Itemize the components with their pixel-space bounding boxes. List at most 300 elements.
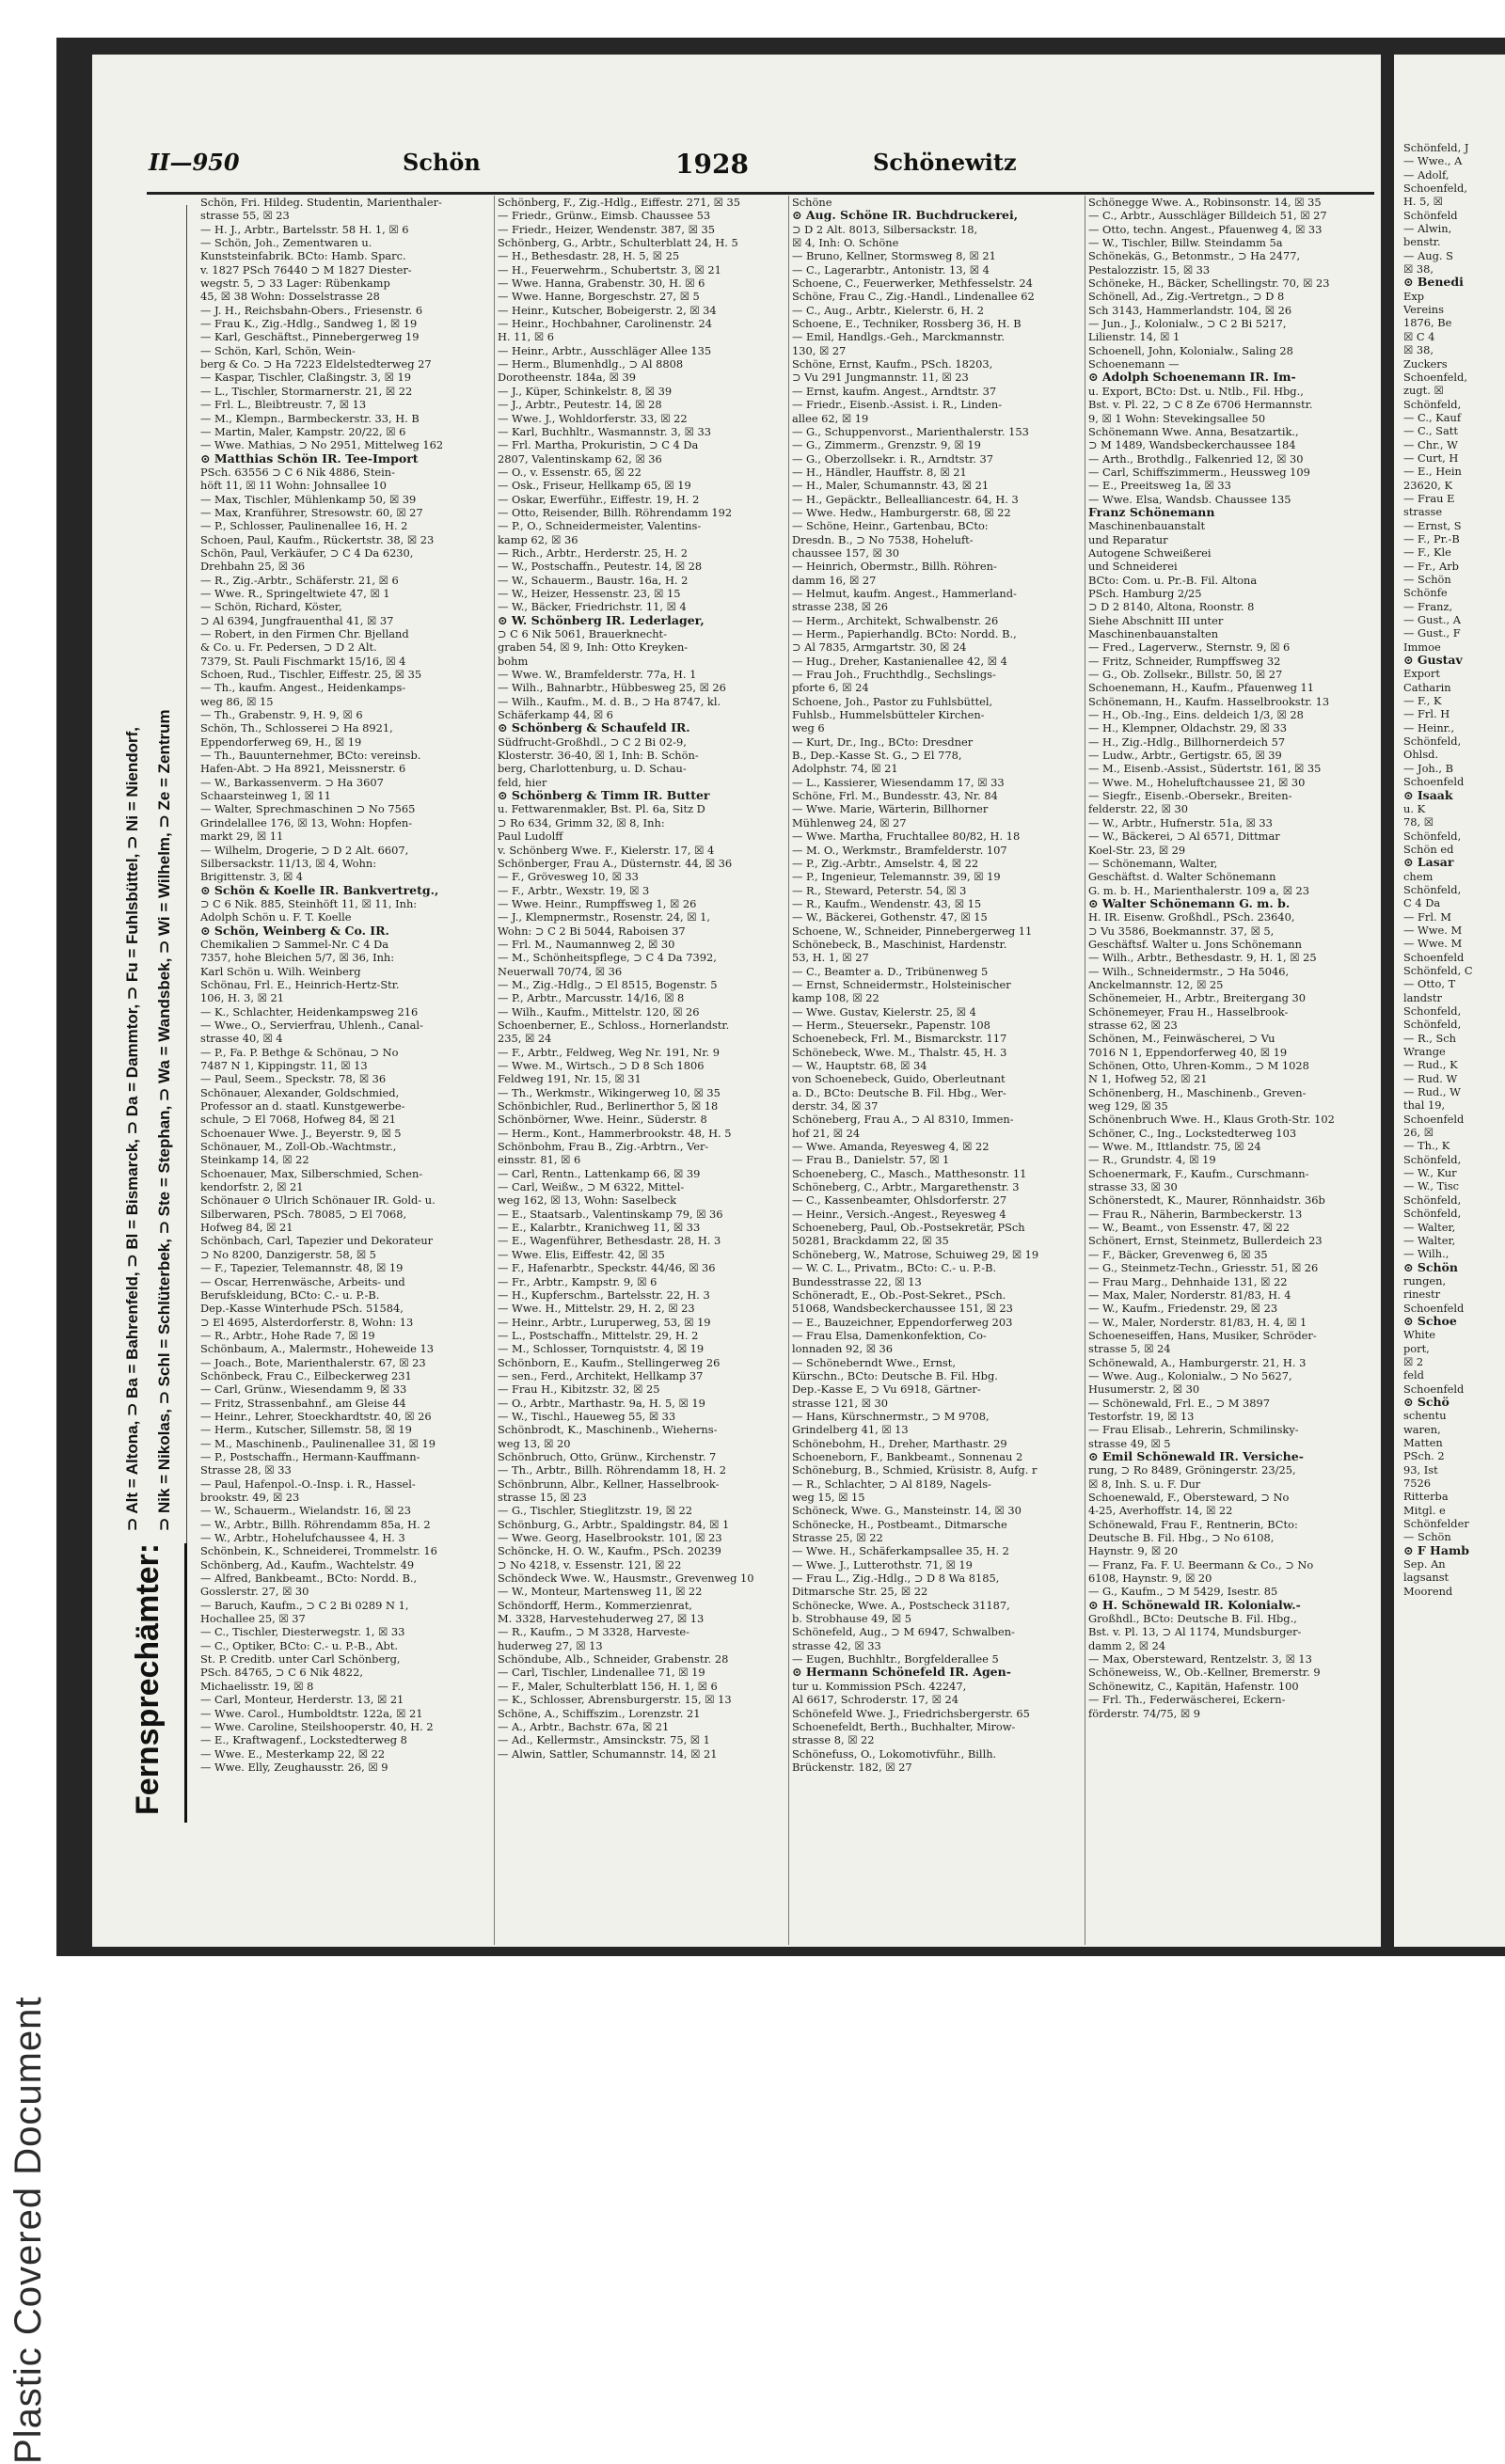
directory-entry-line: — C., Lagerarbtr., Antonistr. 13, ☒ 4 — [792, 262, 990, 276]
directory-entry-line: Schönberger, Frau A., Düsternstr. 44, ☒ 36 — [498, 856, 733, 870]
facing-page-line: — W., Tisc — [1403, 1179, 1460, 1193]
facing-page-line: Ohlsd. — [1403, 748, 1439, 762]
directory-entry-line: u. Fettwarenmakler, Bst. Pl. 6a, Sitz D — [498, 802, 705, 816]
directory-entry-line: Schönbrodt, K., Maschinenb., Wieherns- — [498, 1423, 718, 1437]
directory-entry-line: Silberwaren, PSch. 78085, ⊃ El 7068, — [200, 1207, 407, 1221]
directory-entry-line: — Martin, Maler, Kampstr. 20/22, ☒ 6 — [200, 424, 406, 438]
directory-entry-line: Schoenauer, Max, Silberschmied, Schen- — [200, 1166, 423, 1180]
directory-entry-line: kamp 62, ☒ 36 — [498, 532, 578, 546]
directory-entry-line: — M., Eisenb.-Assist., Südertstr. 161, ☒ 35 — [1088, 762, 1322, 776]
directory-entry-line: — W., Bäcker, Friedrichstr. 11, ☒ 4 — [498, 600, 687, 614]
directory-entry-line: — Schöneberndt Wwe., Ernst, — [792, 1355, 956, 1369]
directory-entry-line: Schoenefeldt, Berth., Buchhalter, Mirow- — [792, 1719, 1016, 1733]
facing-page-line: Schönfeld — [1403, 208, 1458, 222]
directory-entry-line: Schönerstedt, K., Maurer, Rönnhaidstr. 36b — [1088, 1193, 1325, 1208]
directory-entry-line: — Wwe. Elly, Zeughausstr. 26, ☒ 9 — [200, 1760, 388, 1774]
facing-page-line: — Walter, — [1403, 1233, 1456, 1247]
directory-entry-line: und Reparatur — [1088, 532, 1168, 546]
directory-entry-line: Eppendorferweg 69, H., ☒ 19 — [200, 734, 362, 749]
directory-entry-line: — H., Bethesdastr. 28, H. 5, ☒ 25 — [498, 249, 680, 263]
directory-entry-line: — M., Schlosser, Tornquiststr. 4, ☒ 19 — [498, 1342, 705, 1356]
directory-entry-line: — Wwe. Carol., Humboldtstr. 122a, ☒ 21 — [200, 1706, 423, 1720]
directory-entry-line: Gosslerstr. 27, ☒ 30 — [200, 1585, 309, 1599]
directory-entry-line: — Kaspar, Tischler, Claßingstr. 3, ☒ 19 — [200, 371, 411, 385]
directory-page — [92, 55, 1381, 1947]
directory-entry-line: B., Dep.-Kasse St. G., ⊃ El 778, — [792, 749, 962, 763]
directory-entry-line: — Alfred, Bankbeamt., BCto: Nordd. B., — [200, 1572, 418, 1586]
facing-page-line: — W., Kur — [1403, 1166, 1457, 1180]
directory-entry-line: — Max, Tischler, Mühlenkamp 50, ☒ 39 — [200, 492, 417, 506]
directory-entry-line: — Frl. L., Bleibtreustr. 7, ☒ 13 — [200, 398, 367, 412]
directory-entry-line: Schönemann, H., Kaufm. Hasselbrookstr. 13 — [1088, 694, 1330, 708]
facing-page-line: Wrange — [1403, 1045, 1446, 1059]
directory-entry-line: ⊙ Schön, Weinberg & Co. IR. — [200, 924, 389, 938]
facing-page-line: Schoenfeld — [1403, 775, 1465, 789]
directory-entry-line: Schönekäs, G., Betonmstr., ⊃ Ha 2477, — [1088, 249, 1301, 263]
directory-entry-line: strasse 55, ☒ 23 — [200, 209, 290, 223]
directory-entry-line: — Fritz, Strassenbahnf., am Gleise 44 — [200, 1396, 406, 1410]
directory-entry-line: — Wwe. E., Mesterkamp 22, ☒ 22 — [200, 1746, 386, 1761]
directory-entry-line: — F., Maler, Schulterblatt 156, H. 1, ☒ 6 — [498, 1679, 718, 1693]
directory-entry-line: Schönbohm, Frau B., Zig.-Arbtrn., Ver- — [498, 1140, 709, 1154]
directory-entry-line: Strasse 25, ☒ 22 — [792, 1531, 883, 1545]
facing-page-line: Schonfeld, — [1403, 1004, 1462, 1018]
directory-entry-line: tur u. Kommission PSch. 42247, — [792, 1679, 967, 1693]
directory-entry-line: — Wilh., Arbtr., Bethesdastr. 9, H. 1, ☒ 25 — [1088, 951, 1317, 965]
directory-entry-line: ☒ 4, Inh: O. Schöne — [792, 236, 899, 250]
directory-entry-line: Schöneke, H., Bäcker, Schellingstr. 70, ☒ 23 — [1088, 276, 1330, 291]
directory-entry-line: — Siegfr., Eisenb.-Obersekr., Breiten- — [1088, 789, 1292, 803]
exchange-legend-text — [111, 205, 186, 1823]
directory-entry-line: Geschäftsf. Walter u. Jons Schönemann — [1088, 937, 1302, 951]
directory-entry-line: — Fritz, Schneider, Rumpffsweg 32 — [1088, 654, 1281, 668]
directory-entry-line: Autogene Schweißerei — [1088, 545, 1212, 560]
directory-entry-line: — P., Schlosser, Paulinenallee 16, H. 2 — [200, 519, 408, 533]
directory-entry-line: — Th., Werkmstr., Wikingerweg 10, ☒ 35 — [498, 1085, 721, 1099]
facing-page-line: ☒ 2 — [1403, 1354, 1424, 1368]
directory-entry-line: Schönell, Ad., Zig.-Vertretgn., ⊃ D 8 — [1088, 290, 1285, 304]
directory-entry-line: — Heinr., Hochbahner, Carolinenstr. 24 — [498, 317, 713, 331]
facing-page-line: chem — [1403, 869, 1434, 883]
directory-entry-line: 2807, Valentinskamp 62, ☒ 36 — [498, 451, 662, 466]
facing-page-line: — Joh., B — [1403, 761, 1454, 775]
directory-entry-line: G. m. b. H., Marienthalerstr. 109 a, ☒ 23 — [1088, 883, 1310, 897]
directory-entry-line: Schönbichler, Rud., Berlinerthor 5, ☒ 18 — [498, 1099, 719, 1114]
directory-entry-line: — Schön, Karl, Schön, Wein- — [200, 343, 356, 357]
directory-entry-line: — Kurt, Dr., Ing., BCto: Dresdner — [792, 734, 974, 749]
directory-entry-line: — C., Beamter a. D., Tribünenweg 5 — [792, 964, 989, 978]
directory-entry-line: — L., Kassierer, Wiesendamm 17, ☒ 33 — [792, 775, 1005, 789]
directory-entry-line: — Carl, Rentn., Lattenkamp 66, ☒ 39 — [498, 1166, 701, 1180]
directory-entry-line: — Helmut, kaufm. Angest., Hammerland- — [792, 586, 1017, 600]
directory-entry-line: Schönenberg, H., Maschinenb., Greven- — [1088, 1085, 1307, 1099]
directory-entry-line: — E., Wagenführer, Bethesdastr. 28, H. 3 — [498, 1234, 721, 1248]
page-number: II—950 — [149, 149, 240, 176]
facing-page-line: Schönfeld, — [1403, 882, 1462, 896]
directory-entry-line: Schönberg, G., Arbtr., Schulterblatt 24, H. 5 — [498, 236, 738, 250]
facing-page-line: Sep. An — [1403, 1557, 1446, 1572]
directory-entry-line: Schönbörner, Wwe. Heinr., Süderstr. 8 — [498, 1113, 707, 1127]
directory-entry-line: Schöndube, Alb., Schneider, Grabenstr. 28 — [498, 1652, 729, 1666]
facing-page-line: ⊙ Schö — [1403, 1395, 1450, 1409]
directory-entry-line: — Max, Maler, Norderstr. 81/83, H. 4 — [1088, 1287, 1291, 1302]
directory-entry-line: Schöndorff, Herm., Kommerzienrat, — [498, 1598, 693, 1612]
directory-entry-line: felderstr. 22, ☒ 30 — [1088, 802, 1188, 816]
directory-entry-line: 7357, hohe Bleichen 5/7, ☒ 36, Inh: — [200, 951, 395, 965]
facing-page-line: — E., Hein — [1403, 465, 1462, 479]
directory-entry-line: — P., Postschaffn., Hermann-Kauffmann- — [200, 1449, 420, 1463]
directory-entry-line: — H., Kupferschm., Bartelsstr. 22, H. 3 — [498, 1287, 710, 1302]
directory-entry-line: — Heinr., Arbtr., Luruperweg, 53, ☒ 19 — [498, 1315, 711, 1329]
directory-entry-line: ⊙ Hermann Schönefeld IR. Agen- — [792, 1666, 1011, 1680]
directory-entry-line: Schönewald, Frau F., Rentnerin, BCto: — [1088, 1517, 1298, 1531]
facing-page-line: 7526 — [1403, 1477, 1431, 1491]
directory-entry-line: 7016 N 1, Eppendorferweg 40, ☒ 19 — [1088, 1045, 1288, 1059]
facing-page-line: Schönfeld, — [1403, 1152, 1462, 1166]
directory-entry-line: strasse 8, ☒ 22 — [792, 1733, 875, 1747]
directory-entry-line: — L., Tischler, Stormarnerstr. 21, ☒ 22 — [200, 384, 413, 398]
directory-entry-line: ⊃ M 1489, Wandsbeckerchaussee 184 — [1088, 438, 1296, 452]
directory-entry-line: Schäferkamp 44, ☒ 6 — [498, 708, 613, 722]
directory-entry-line: ⊃ Al 6394, Jungfrauenthal 41, ☒ 37 — [200, 613, 394, 627]
directory-entry-line: 50281, Brackdamm 22, ☒ 35 — [792, 1234, 949, 1248]
facing-page-line: — Rud., W — [1403, 1085, 1461, 1099]
facing-page-line: Schoenfeld — [1403, 950, 1465, 964]
directory-entry-line: — Th., Arbtr., Billh. Röhrendamm 18, H. 2 — [498, 1463, 727, 1477]
directory-entry-line: Schoenemann — — [1088, 357, 1180, 371]
directory-entry-line: Neuerwall 70/74, ☒ 36 — [498, 964, 623, 978]
directory-entry-line: — F., Hafenarbtr., Speckstr. 44/46, ☒ 36 — [498, 1261, 716, 1275]
directory-entry-line: ⊙ Schönberg & Timm IR. Butter — [498, 789, 710, 803]
directory-entry-line: — W., Postschaffn., Peutestr. 14, ☒ 28 — [498, 560, 703, 574]
directory-entry-line: damm 16, ☒ 27 — [792, 573, 877, 587]
directory-entry-line: Franz Schönemann — [1088, 505, 1215, 519]
directory-entry-line: strasse 42, ☒ 33 — [792, 1638, 881, 1652]
directory-entry-line: Schönemeier, H., Arbtr., Breitergang 30 — [1088, 991, 1306, 1005]
directory-entry-line: — C., Optiker, BCto: C.- u. P.-B., Abt. — [200, 1638, 399, 1652]
facing-page-line: Schön ed — [1403, 842, 1454, 856]
facing-page-line: — Franz, — [1403, 599, 1453, 613]
directory-entry-line: Haynstr. 9, ☒ 20 — [1088, 1544, 1179, 1558]
directory-entry-line: Schönburg, G., Arbtr., Spaldingstr. 84, ☒ 1 — [498, 1517, 730, 1531]
directory-entry-line: Al 6617, Schroderstr. 17, ☒ 24 — [792, 1693, 958, 1707]
running-head — [149, 149, 1371, 182]
facing-page-line: 93, Ist — [1403, 1462, 1438, 1477]
directory-entry-line: — F., Tapezier, Telemannstr. 48, ☒ 19 — [200, 1261, 404, 1275]
directory-entry-line: Wohn: ⊃ C 2 Bi 5044, Raboisen 37 — [498, 924, 686, 938]
directory-entry-line: — H., Maler, Schumannstr. 43, ☒ 21 — [792, 479, 990, 493]
directory-entry-line: Lilienstr. 14, ☒ 1 — [1088, 330, 1180, 344]
facing-page-line: Schönfeld, — [1403, 1018, 1462, 1032]
directory-entry-line: — W. C. L., Privatm., BCto: C.- u. P.-B. — [792, 1261, 997, 1275]
directory-entry-line: — J. H., Reichsbahn-Obers., Friesenstr. 6 — [200, 303, 423, 317]
directory-entry-line: huderweg 27, ☒ 13 — [498, 1638, 603, 1652]
directory-entry-line: Silbersackstr. 11/13, ☒ 4, Wohn: — [200, 856, 377, 870]
directory-entry-line: weg 86, ☒ 15 — [200, 694, 274, 708]
directory-entry-line: einsstr. 81, ☒ 6 — [498, 1153, 581, 1167]
directory-entry-line: M. 3328, Harvestehuderweg 27, ☒ 13 — [498, 1612, 705, 1626]
directory-entry-line: — Wwe. M., Hoheluftchaussee 21, ☒ 30 — [1088, 775, 1306, 789]
directory-entry-line: — H., Händler, Hauffstr. 8, ☒ 21 — [792, 465, 967, 479]
directory-column-1 — [198, 196, 480, 1945]
facing-page-line: — Wilh., — [1403, 1247, 1450, 1261]
directory-entry-line: lonnaden 92, ☒ 36 — [792, 1342, 894, 1356]
facing-page-line: — Gust., F — [1403, 626, 1461, 640]
facing-page-line: — Wwe., A — [1403, 154, 1463, 168]
directory-entry-line: Schönewald, A., Hamburgerstr. 21, H. 3 — [1088, 1355, 1307, 1369]
directory-entry-line: Schoeneseiffen, Hans, Musiker, Schröder- — [1088, 1328, 1317, 1342]
facing-page-line: waren, — [1403, 1422, 1441, 1436]
facing-page-line: Ritterba — [1403, 1490, 1449, 1504]
directory-entry-line: Pestalozzistr. 15, ☒ 33 — [1088, 262, 1211, 276]
directory-entry-line: weg 162, ☒ 13, Wohn: Saselbeck — [498, 1193, 677, 1208]
directory-entry-line: ☒ 8, Inh. S. u. F. Dur — [1088, 1477, 1201, 1491]
directory-entry-line: — Wwe. Aug., Kolonialw., ⊃ No 5627, — [1088, 1368, 1292, 1382]
header-year: 1928 — [675, 149, 749, 180]
directory-entry-line: — Joach., Bote, Marienthalerstr. 67, ☒ 23 — [200, 1355, 426, 1369]
facing-page-line: — Wwe. M — [1403, 923, 1463, 937]
directory-entry-line: allee 62, ☒ 19 — [792, 411, 869, 425]
facing-page-line: Schoenfeld — [1403, 1112, 1465, 1126]
directory-entry-line: PSch. 84765, ⊃ C 6 Nik 4822, — [200, 1666, 364, 1680]
facing-page-line: — C., Kauf — [1403, 410, 1462, 424]
directory-entry-line: Dep.-Kasse Winterhude PSch. 51584, — [200, 1302, 404, 1316]
facing-page-line: schentu — [1403, 1409, 1447, 1423]
exchange-legend-line-1: ⊃ Alt = Altona, ⊃ Ba = Bahrenfeld, ⊃ Bl = Bismarck, ⊃ Da = Dammtor, ⊃ Fu = Fuhlsbüttel, ⊃ Ni = Niendorf, — [123, 726, 141, 1531]
directory-entry-line: Hofweg 84, ☒ 21 — [200, 1221, 293, 1235]
directory-entry-line: strasse 121, ☒ 30 — [792, 1396, 889, 1410]
directory-entry-line: und Schneiderei — [1088, 560, 1178, 574]
directory-entry-line: strasse 15, ☒ 23 — [498, 1491, 587, 1504]
facing-page-column — [1403, 141, 1505, 1598]
facing-page-line: — Frl. M — [1403, 909, 1451, 924]
directory-entry-line: — C., Arbtr., Ausschläger Billdeich 51, ☒ 27 — [1088, 209, 1327, 223]
directory-entry-line: Karl Schön u. Wilh. Weinberg — [200, 964, 361, 978]
directory-entry-line: — W., Kaufm., Friedenstr. 29, ☒ 23 — [1088, 1302, 1278, 1316]
directory-entry-line: von Schoenebeck, Guido, Oberleutnant — [792, 1072, 1006, 1086]
directory-entry-line: — G., Ob. Zollsekr., Billstr. 50, ☒ 27 — [1088, 668, 1283, 682]
facing-page-line: ⊙ Schoe — [1403, 1314, 1457, 1328]
directory-entry-line: Feldweg 191, Nr. 15, ☒ 31 — [498, 1072, 642, 1086]
facing-page-line: — Alwin, — [1403, 222, 1452, 236]
directory-entry-line: — Wilhelm, Drogerie, ⊃ D 2 Alt. 6607, — [200, 843, 409, 857]
directory-entry-line: — Carl, Monteur, Herderstr. 13, ☒ 21 — [200, 1693, 404, 1707]
directory-entry-line: — Max, Obersteward, Rentzelstr. 3, ☒ 13 — [1088, 1652, 1312, 1666]
facing-page-line: ☒ C 4 — [1403, 329, 1435, 343]
directory-entry-line: — Wwe. J., Wohldorferstr. 33, ☒ 22 — [498, 411, 688, 425]
directory-entry-line: — Wilh., Kaufm., Mittelstr. 120, ☒ 26 — [498, 1004, 700, 1019]
facing-page-line: — Rud., K — [1403, 1058, 1458, 1072]
directory-columns — [198, 196, 1379, 1945]
directory-entry-line: 4-25, Averhoffstr. 14, ☒ 22 — [1088, 1504, 1233, 1518]
directory-entry-line: — Hug., Dreher, Kastanienallee 42, ☒ 4 — [792, 654, 1007, 668]
directory-entry-line: — Herm., Kutscher, Sillemstr. 58, ☒ 19 — [200, 1423, 412, 1437]
directory-entry-line: — Frau R., Näherin, Barmbeckerstr. 13 — [1088, 1207, 1303, 1221]
directory-entry-line: — Frl. Th., Federwäscherei, Eckern- — [1088, 1693, 1286, 1707]
directory-entry-line: kendorfstr. 2, ☒ 21 — [200, 1180, 304, 1194]
directory-entry-line: — H. J., Arbtr., Bartelsstr. 58 H. 1, ☒ 6 — [200, 222, 409, 236]
directory-entry-line: pforte 6, ☒ 24 — [792, 681, 869, 695]
directory-entry-line: — Walter, Sprechmaschinen ⊃ No 7565 — [200, 802, 416, 816]
directory-entry-line: Hochallee 25, ☒ 37 — [200, 1612, 306, 1626]
directory-entry-line: — R., Steward, Peterstr. 54, ☒ 3 — [792, 883, 967, 897]
directory-entry-line: 45, ☒ 38 Wohn: Dosselstrasse 28 — [200, 290, 380, 304]
directory-entry-line: — W., Barkassenverm. ⊃ Ha 3607 — [200, 775, 384, 789]
directory-entry-line: — Wwe. Elsa, Wandsb. Chaussee 135 — [1088, 492, 1291, 506]
directory-entry-line: Schoenauer Wwe. J., Beyerstr. 9, ☒ 5 — [200, 1126, 402, 1140]
directory-entry-line: — M. O., Werkmstr., Bramfelderstr. 107 — [792, 843, 1007, 857]
directory-entry-line: — H., Gepäcktr., Bellealliancestr. 64, H. 3 — [792, 492, 1019, 506]
directory-entry-line: chaussee 157, ☒ 30 — [792, 545, 899, 560]
directory-entry-line: Schönauer, M., Zoll-Ob.-Wachtmstr., — [200, 1140, 397, 1154]
directory-entry-line: hof 21, ☒ 24 — [792, 1126, 861, 1140]
facing-page-line: Schönfeld, J — [1403, 141, 1469, 154]
facing-page-line: strasse — [1403, 505, 1443, 519]
directory-entry-line: berg, Charlottenburg, u. D. Schau- — [498, 762, 687, 776]
directory-entry-line: — J., Klempnermstr., Rosenstr. 24, ☒ 1, — [498, 910, 710, 924]
directory-entry-line: Schoenebeck, Frl. M., Bismarckstr. 117 — [792, 1032, 1007, 1046]
directory-entry-line: — P., Ingenieur, Telemannstr. 39, ☒ 19 — [792, 870, 1001, 884]
directory-entry-line: — K., Schlachter, Heidenkampsweg 216 — [200, 1004, 419, 1019]
directory-entry-line: — Th., Grabenstr. 9, H. 9, ☒ 6 — [200, 708, 363, 722]
directory-entry-line: — O., Arbtr., Marthastr. 9a, H. 5, ☒ 19 — [498, 1396, 705, 1410]
directory-entry-line: 9, ☒ 1 Wohn: Stevekingsallee 50 — [1088, 411, 1266, 425]
directory-entry-line: Schönecke, Wwe. A., Postscheck 31187, — [792, 1598, 1010, 1612]
directory-entry-line: — Wwe. H., Schäferkampsallee 35, H. 2 — [792, 1544, 1009, 1558]
directory-entry-line: Schönegge Wwe. A., Robinsonstr. 14, ☒ 35 — [1088, 196, 1322, 209]
directory-entry-line: — Eugen, Buchhltr., Borgfelderallee 5 — [792, 1652, 999, 1666]
directory-entry-line: — W., Bäckerei, ⊃ Al 6571, Dittmar — [1088, 829, 1280, 844]
directory-entry-line: Großhdl., BCto: Deutsche B. Fil. Hbg., — [1088, 1612, 1297, 1626]
directory-entry-line: Anckelmannstr. 12, ☒ 25 — [1088, 977, 1224, 991]
directory-entry-line: Schönefeld Wwe. J., Friedrichsbergerstr. 65 — [792, 1706, 1030, 1720]
facing-page-line: Schönfeld, — [1403, 397, 1462, 411]
directory-entry-line: ⊙ Matthias Schön IR. Tee-Import — [200, 451, 419, 466]
exchange-legend-lines — [117, 709, 181, 1531]
directory-entry-line: Drehbahn 25, ☒ 36 — [200, 560, 306, 574]
facing-page-line: Catharin — [1403, 680, 1451, 694]
directory-entry-line: ⊙ Schönberg & Schaufeld IR. — [498, 721, 690, 735]
directory-entry-line: Bst. v. Pl. 22, ⊃ C 8 Ze 6706 Hermannstr. — [1088, 398, 1313, 412]
directory-entry-line: — E., Bauzeichner, Eppendorferweg 203 — [792, 1315, 1013, 1329]
directory-entry-line: 7487 N 1, Kippingstr. 11, ☒ 13 — [200, 1059, 368, 1072]
directory-entry-line: Koel-Str. 23, ☒ 29 — [1088, 843, 1186, 857]
directory-column-4 — [1085, 196, 1368, 1945]
directory-entry-line: Schönefeld, Aug., ⊃ M 6947, Schwalben- — [792, 1625, 1015, 1639]
facing-page-line: ⊙ Lasar — [1403, 856, 1454, 870]
facing-page-line: Schoenfeld — [1403, 1382, 1465, 1396]
directory-entry-line: berg & Co. ⊃ Ha 7223 Eldelstedterweg 27 — [200, 357, 432, 371]
directory-entry-line: Dep.-Kasse E, ⊃ Vu 6918, Gärtner- — [792, 1382, 981, 1397]
directory-entry-line: — Wwe. Elis, Eiffestr. 42, ☒ 35 — [498, 1247, 665, 1261]
directory-entry-line: feld, hier — [498, 775, 547, 789]
directory-entry-line: derstr. 34, ☒ 37 — [792, 1099, 879, 1114]
directory-entry-line: Testorfstr. 19, ☒ 13 — [1088, 1409, 1195, 1423]
directory-entry-line: Schönberg, Ad., Kaufm., Wachtelstr. 49 — [200, 1557, 415, 1572]
directory-entry-line: ⊙ W. Schönberg IR. Lederlager, — [498, 613, 705, 627]
directory-entry-line: ⊃ Al 7835, Armgartstr. 30, ☒ 24 — [792, 640, 967, 655]
facing-page-line: Schoenfeld — [1403, 1301, 1465, 1315]
directory-entry-line: Schoene, C., Feuerwerker, Methfesselstr. 24 — [792, 276, 1033, 291]
directory-entry-line: Schöneberg, Frau A., ⊃ Al 8310, Immen- — [792, 1113, 1014, 1127]
directory-entry-line: — Wwe. M., Ittlandstr. 75, ☒ 24 — [1088, 1140, 1261, 1154]
directory-entry-line: — Ernst, kaufm. Angest., Arndtstr. 37 — [792, 384, 997, 398]
directory-entry-line: Schönbrunn, Albr., Kellner, Hasselbrook- — [498, 1477, 720, 1491]
facing-page-line: — Heinr., — [1403, 720, 1455, 734]
directory-column-3 — [788, 196, 1071, 1945]
facing-page-line: — F., K — [1403, 694, 1442, 708]
directory-entry-line: Schönewitz, C., Kapitän, Hafenstr. 100 — [1088, 1679, 1299, 1693]
directory-entry-line: Fuhlsb., Hummelsbütteler Kirchen- — [792, 708, 985, 722]
directory-entry-line: Schön, Fri. Hildeg. Studentin, Marienthaler- — [200, 196, 442, 209]
directory-entry-line: Kunststeinfabrik. BCto: Hamb. Sparc. — [200, 249, 406, 263]
facing-page-line: — Rud. W — [1403, 1071, 1458, 1085]
directory-entry-line: v. Schönberg Wwe. F., Kielerstr. 17, ☒ 4 — [498, 843, 715, 857]
directory-entry-line: PSch. Hamburg 2/25 — [1088, 586, 1202, 600]
facing-page-line: Schoenfeld, — [1403, 370, 1467, 384]
directory-entry-line: — Wwe., O., Servierfrau, Uhlenh., Canal- — [200, 1018, 423, 1032]
directory-entry-line: — Herm., Architekt, Schwalbenstr. 26 — [792, 613, 999, 627]
header-rule — [147, 192, 1374, 195]
directory-entry-line: Schönbruch, Otto, Grünw., Kirchenstr. 7 — [498, 1449, 717, 1463]
directory-entry-line: 6108, Haynstr. 9, ☒ 20 — [1088, 1572, 1212, 1586]
directory-entry-line: u. Export, BCto: Dst. u. Ntlb., Fil. Hbg., — [1088, 384, 1304, 398]
directory-entry-line: Professor an d. staatl. Kunstgewerbe- — [200, 1099, 405, 1114]
directory-entry-line: & Co. u. Fr. Pedersen, ⊃ D 2 Alt. — [200, 640, 377, 655]
directory-entry-line: 106, H. 3, ☒ 21 — [200, 991, 284, 1005]
directory-entry-line: markt 29, ☒ 11 — [200, 829, 284, 844]
directory-entry-line: — G., Oberzollsekr. i. R., Arndtstr. 37 — [792, 451, 994, 466]
directory-entry-line: — Wilh., Bahnarbtr., Hübbesweg 25, ☒ 26 — [498, 681, 726, 695]
facing-page-line: Matten — [1403, 1436, 1443, 1449]
directory-entry-line: höft 11, ☒ 11 Wohn: Johnsallee 10 — [200, 479, 387, 493]
directory-entry-line: — W., Monteur, Martensweg 11, ☒ 22 — [498, 1585, 703, 1599]
directory-entry-line: — M., Klempn., Barmbeckerstr. 33, H. B — [200, 411, 420, 425]
facing-page-line: — Frau E — [1403, 491, 1455, 505]
directory-entry-line: — Herm., Blumenhdlg., ⊃ Al 8808 — [498, 357, 684, 371]
facing-page-line: — F., Kle — [1403, 545, 1451, 560]
directory-entry-line: Mühlenweg 24, ☒ 27 — [792, 815, 907, 829]
directory-entry-line: Schönert, Ernst, Steinmetz, Bullerdeich 23 — [1088, 1234, 1323, 1248]
directory-entry-line: — Carl, Weißw., ⊃ M 6322, Mittel- — [498, 1180, 685, 1194]
facing-page-line: benstr. — [1403, 235, 1441, 249]
facing-page-line: rungen, — [1403, 1273, 1447, 1287]
directory-entry-line: — W., Bäckerei, Gothenstr. 47, ☒ 15 — [792, 910, 988, 924]
directory-entry-line: graben 54, ☒ 9, Inh: Otto Kreyken- — [498, 640, 689, 655]
directory-entry-line: — M., Zig.-Hdlg., ⊃ El 8515, Bogenstr. 5 — [498, 977, 718, 991]
directory-entry-line: — J., Arbtr., Peutestr. 14, ☒ 28 — [498, 398, 662, 412]
directory-entry-line: Schön, Paul, Verkäufer, ⊃ C 4 Da 6230, — [200, 545, 414, 560]
directory-entry-line: — F., Arbtr., Feldweg, Weg Nr. 191, Nr. 9 — [498, 1045, 721, 1059]
directory-entry-line: — F., Bäcker, Grevenweg 6, ☒ 35 — [1088, 1247, 1268, 1261]
facing-page-line: u. K — [1403, 801, 1426, 815]
directory-entry-line: Schoeneborn, F., Bankbeamt., Sonnenau 2 — [792, 1449, 1023, 1463]
facing-page-fragment — [1394, 55, 1505, 1947]
directory-entry-line: — C., Tischler, Diesterwegstr. 1, ☒ 33 — [200, 1625, 405, 1639]
directory-entry-line: — Paul, Hafenpol.-O.-Insp. i. R., Hassel- — [200, 1477, 416, 1491]
directory-entry-line: — W., Schauerm., Wielandstr. 16, ☒ 23 — [200, 1504, 411, 1518]
directory-entry-line: v. 1827 PSch 76440 ⊃ M 1827 Diester- — [200, 262, 412, 276]
facing-page-line: Immoe — [1403, 640, 1441, 654]
directory-entry-line: — Ernst, Schneidermstr., Holsteinischer — [792, 977, 1011, 991]
directory-entry-line: Adolph Schön u. F. T. Koelle — [200, 910, 352, 924]
directory-entry-line: — Heinr., Versich.-Angest., Reyesweg 4 — [792, 1207, 1006, 1221]
directory-entry-line: Schoenemann, H., Kaufm., Pfauenweg 11 — [1088, 681, 1314, 695]
directory-entry-line: — Th., kaufm. Angest., Heidenkamps- — [200, 681, 406, 695]
directory-entry-line: — M., Maschinenb., Paulinenallee 31, ☒ 19 — [200, 1436, 436, 1450]
directory-entry-line: — F., Arbtr., Wexstr. 19, ☒ 3 — [498, 883, 650, 897]
directory-entry-line: — Wwe. R., Springeltwiete 47, ☒ 1 — [200, 586, 390, 600]
